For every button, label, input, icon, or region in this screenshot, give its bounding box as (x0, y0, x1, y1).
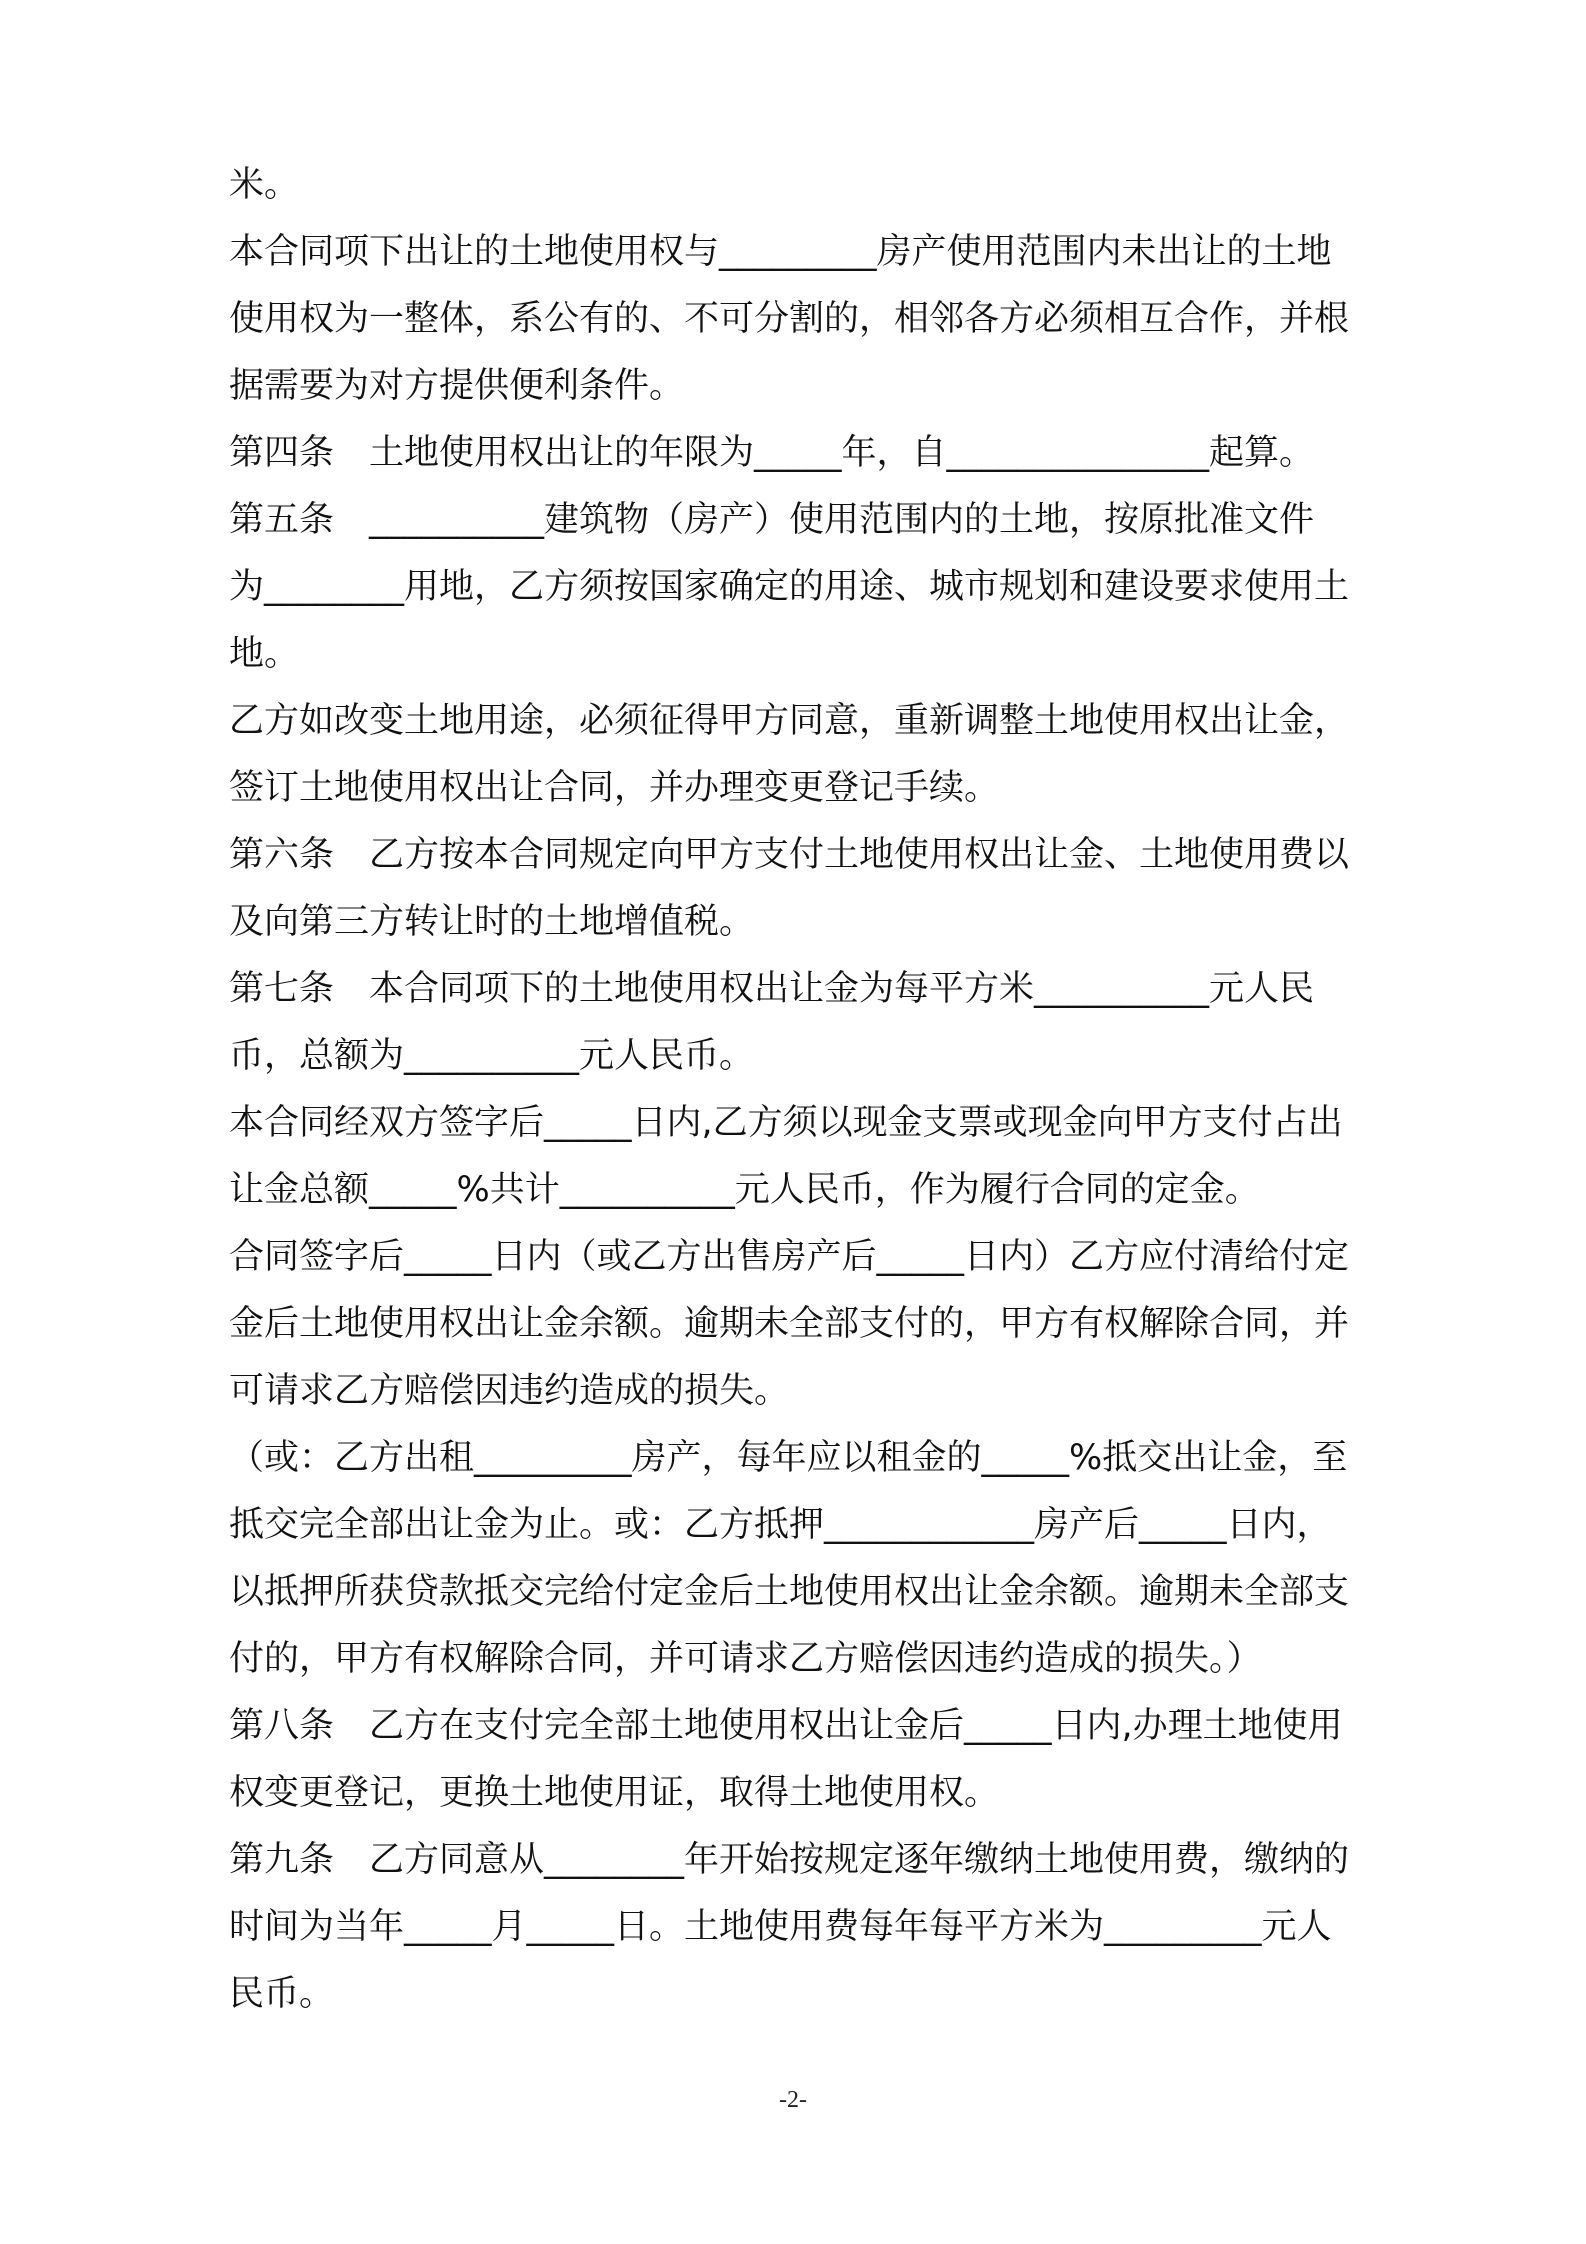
text-line: 币，总额为__________元人民币。 (229, 1036, 755, 1076)
text-line: 权变更登记，更换土地使用证，取得土地使用权。 (229, 1773, 1000, 1813)
text-line: （或：乙方出租_________房产，每年应以租金的_____%抵交出让金，至 (229, 1438, 1348, 1478)
text-line: 地。 (229, 634, 300, 674)
article-6-line: 第六条 乙方按本合同规定向甲方支付土地使用权出让金、土地使用费以 (229, 835, 1350, 875)
text-line: 签订土地使用权出让合同，并办理变更登记手续。 (229, 768, 1000, 808)
text-line: 抵交完全部出让金为止。或：乙方抵押____________房产后_____日内， (229, 1505, 1332, 1545)
document-body (229, 152, 1429, 2028)
article-5-line: 第五条 __________建筑物（房产）使用范围内的土地，按原批准文件 (229, 500, 1315, 540)
page-number: -2- (779, 2087, 807, 2113)
text-line: 让金总额_____%共计__________元人民币，作为履行合同的定金。 (229, 1170, 1260, 1210)
article-4-line: 第四条 土地使用权出让的年限为_____年，自_______________起算。 (229, 433, 1315, 473)
text-line: 据需要为对方提供便利条件。 (229, 366, 685, 406)
text-line: 付的，甲方有权解除合同，并可请求乙方赔偿因违约造成的损失。） (229, 1639, 1262, 1679)
text-line: 以抵押所获贷款抵交完给付定金后土地使用权出让金余额。逾期未全部支 (229, 1572, 1350, 1612)
article-7-line: 第七条 本合同项下的土地使用权出让金为每平方米__________元人民 (229, 969, 1315, 1009)
text-line: 时间为当年_____月_____日。土地使用费每年每平方米为_________元人 (229, 1907, 1332, 1947)
text-line: 米。 (229, 165, 300, 205)
text-line: 及向第三方转让时的土地增值税。 (229, 902, 755, 942)
article-8-line: 第八条 乙方在支付完全部土地使用权出让金后_____日内,办理土地使用 (229, 1706, 1343, 1746)
text-line: 本合同项下出让的土地使用权与_________房产使用范围内未出让的土地 (229, 232, 1332, 272)
text-line: 民币。 (229, 1974, 335, 2014)
text-line: 可请求乙方赔偿因违约造成的损失。 (229, 1371, 790, 1411)
text-line: 本合同经双方签字后_____日内,乙方须以现金支票或现金向甲方支付占出 (229, 1103, 1343, 1143)
text-line: 金后土地使用权出让金余额。逾期未全部支付的，甲方有权解除合同，并 (229, 1304, 1350, 1344)
text-line: 乙方如改变土地用途，必须征得甲方同意，重新调整土地使用权出让金， (229, 701, 1350, 741)
text-line: 为________用地，乙方须按国家确定的用途、城市规划和建设要求使用土 (229, 567, 1350, 607)
text-line: 使用权为一整体，系公有的、不可分割的，相邻各方必须相互合作，并根 (229, 299, 1350, 339)
text-line: 合同签字后_____日内（或乙方出售房产后_____日内）乙方应付清给付定 (229, 1237, 1350, 1277)
article-9-line: 第九条 乙方同意从________年开始按规定逐年缴纳土地使用费，缴纳的 (229, 1840, 1350, 1880)
